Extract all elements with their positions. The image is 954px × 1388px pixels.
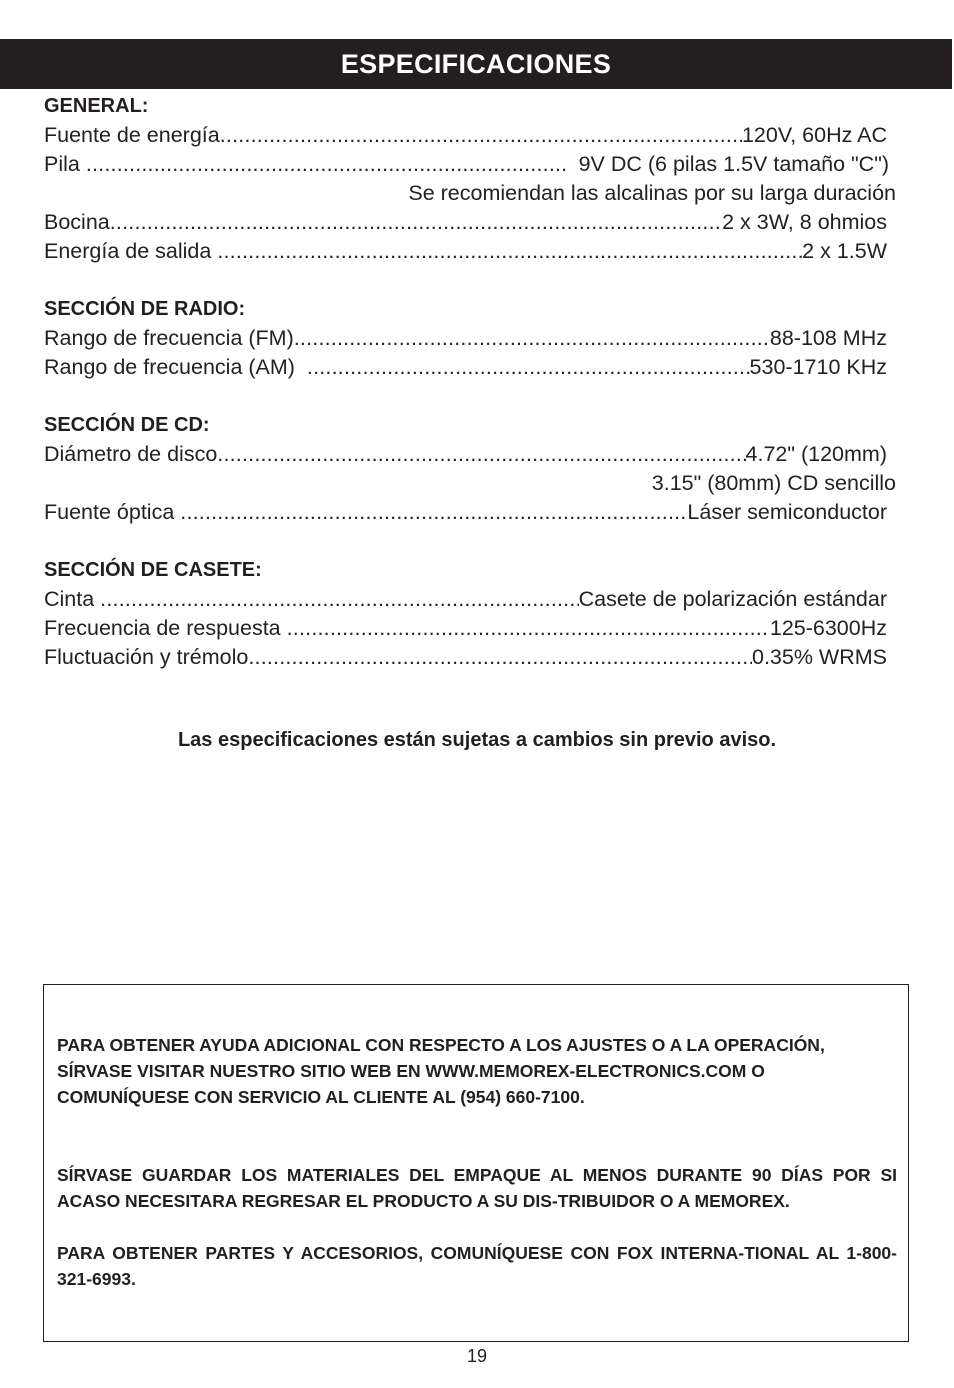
spec-value: 2 x 3W, 8 ohmios [722,210,887,234]
section-heading-radio: SECCIÓN DE RADIO: [44,298,246,320]
support-info-box [43,984,909,1342]
spec-label: Frecuencia de respuesta [44,616,287,640]
spec-label: Pila [44,152,86,176]
spec-label: Cinta [44,587,101,611]
spec-note-disc-diameter: 3.15" (80mm) CD sencillo [651,471,896,495]
spec-row-frequency-response [44,614,887,643]
section-heading-general: GENERAL: [44,95,149,117]
support-contact-paragraph: PARA OBTENER AYUDA ADICIONAL CON RESPECTO A LOS AJUSTES O A LA OPERACIÓN, SÍRVASE VISITAR NUESTRO SITIO WEB EN WWW.MEMOREX-ELECTRONICS.COM O COMUNÍQUESE CON SERVICIO AL CLIENTE AL (954) 660-7100. [57,1035,825,1107]
spec-value: 2 x 1.5W [802,239,887,263]
spec-value: 4.72" (120mm) [745,442,887,466]
page-title: ESPECIFICACIONES [0,39,952,89]
dot-leader [100,585,578,614]
page-number: 19 [466,1346,488,1366]
spec-row-wow-flutter [44,643,887,672]
spec-label: Bocina [44,210,110,234]
spec-row-optical-source [44,498,887,527]
spec-value: 0.35% WRMS [751,645,887,669]
spec-row-speaker [44,208,887,237]
spec-row-output-power [44,237,887,266]
spec-row-tape [44,585,887,614]
spec-row-power-source [44,121,887,150]
dot-leader [220,121,742,150]
spec-value: 9V DC (6 pilas 1.5V tamaño "C") [566,152,889,176]
spec-label: Energía de salida [44,239,218,263]
dot-leader [287,614,770,643]
spec-row-am-range [44,353,887,382]
spec-label: Rango de frecuencia (AM) [44,355,307,379]
dot-leader [248,643,752,672]
spec-value: Láser semiconductor [687,500,887,524]
dot-leader [217,440,745,469]
dot-leader [110,208,722,237]
spec-value: 120V, 60Hz AC [741,123,887,147]
section-heading-cd: SECCIÓN DE CD: [44,414,210,436]
spec-note-battery: Se recomiendan las alcalinas por su larga duración [408,181,896,205]
specifications-list [44,92,896,672]
spec-value: 88-108 MHz [769,326,887,350]
dot-leader [86,150,567,179]
section-gap [44,266,896,295]
spec-value: 125-6300Hz [769,616,887,640]
section-gap [44,382,896,411]
spec-label: Diámetro de disco [44,442,218,466]
parts-accessories-paragraph: PARA OBTENER PARTES Y ACCESORIOS, COMUNÍQUESE CON FOX INTERNA-TIONAL AL 1-800-321-6993. [57,1243,897,1289]
spec-label: Fuente óptica [44,500,181,524]
specifications-notice: Las especificaciones están sujetas a cambios sin previo aviso. [177,729,777,751]
section-gap [44,527,896,556]
section-heading-cassette: SECCIÓN DE CASETE: [44,559,262,581]
dot-leader [294,324,770,353]
spec-row-fm-range [44,324,887,353]
spec-value: Casete de polarización estándar [578,587,887,611]
spec-value: 530-1710 KHz [749,355,887,379]
dot-leader [180,498,687,527]
spec-row-disc-diameter [44,440,887,469]
packaging-notice-paragraph: SÍRVASE GUARDAR LOS MATERIALES DEL EMPAQUE AL MENOS DURANTE 90 DÍAS POR SI ACASO NECESITARA REGRESAR EL PRODUCTO A SU DIS-TRIBUIDOR O A MEMOREX. [57,1165,897,1211]
spec-row-battery [44,150,889,179]
dot-leader [217,237,802,266]
dot-leader [307,353,750,382]
spec-label: Fuente de energía [44,123,220,147]
spec-label: Fluctuación y trémolo [44,645,249,669]
spec-label: Rango de frecuencia (FM) [44,326,294,350]
